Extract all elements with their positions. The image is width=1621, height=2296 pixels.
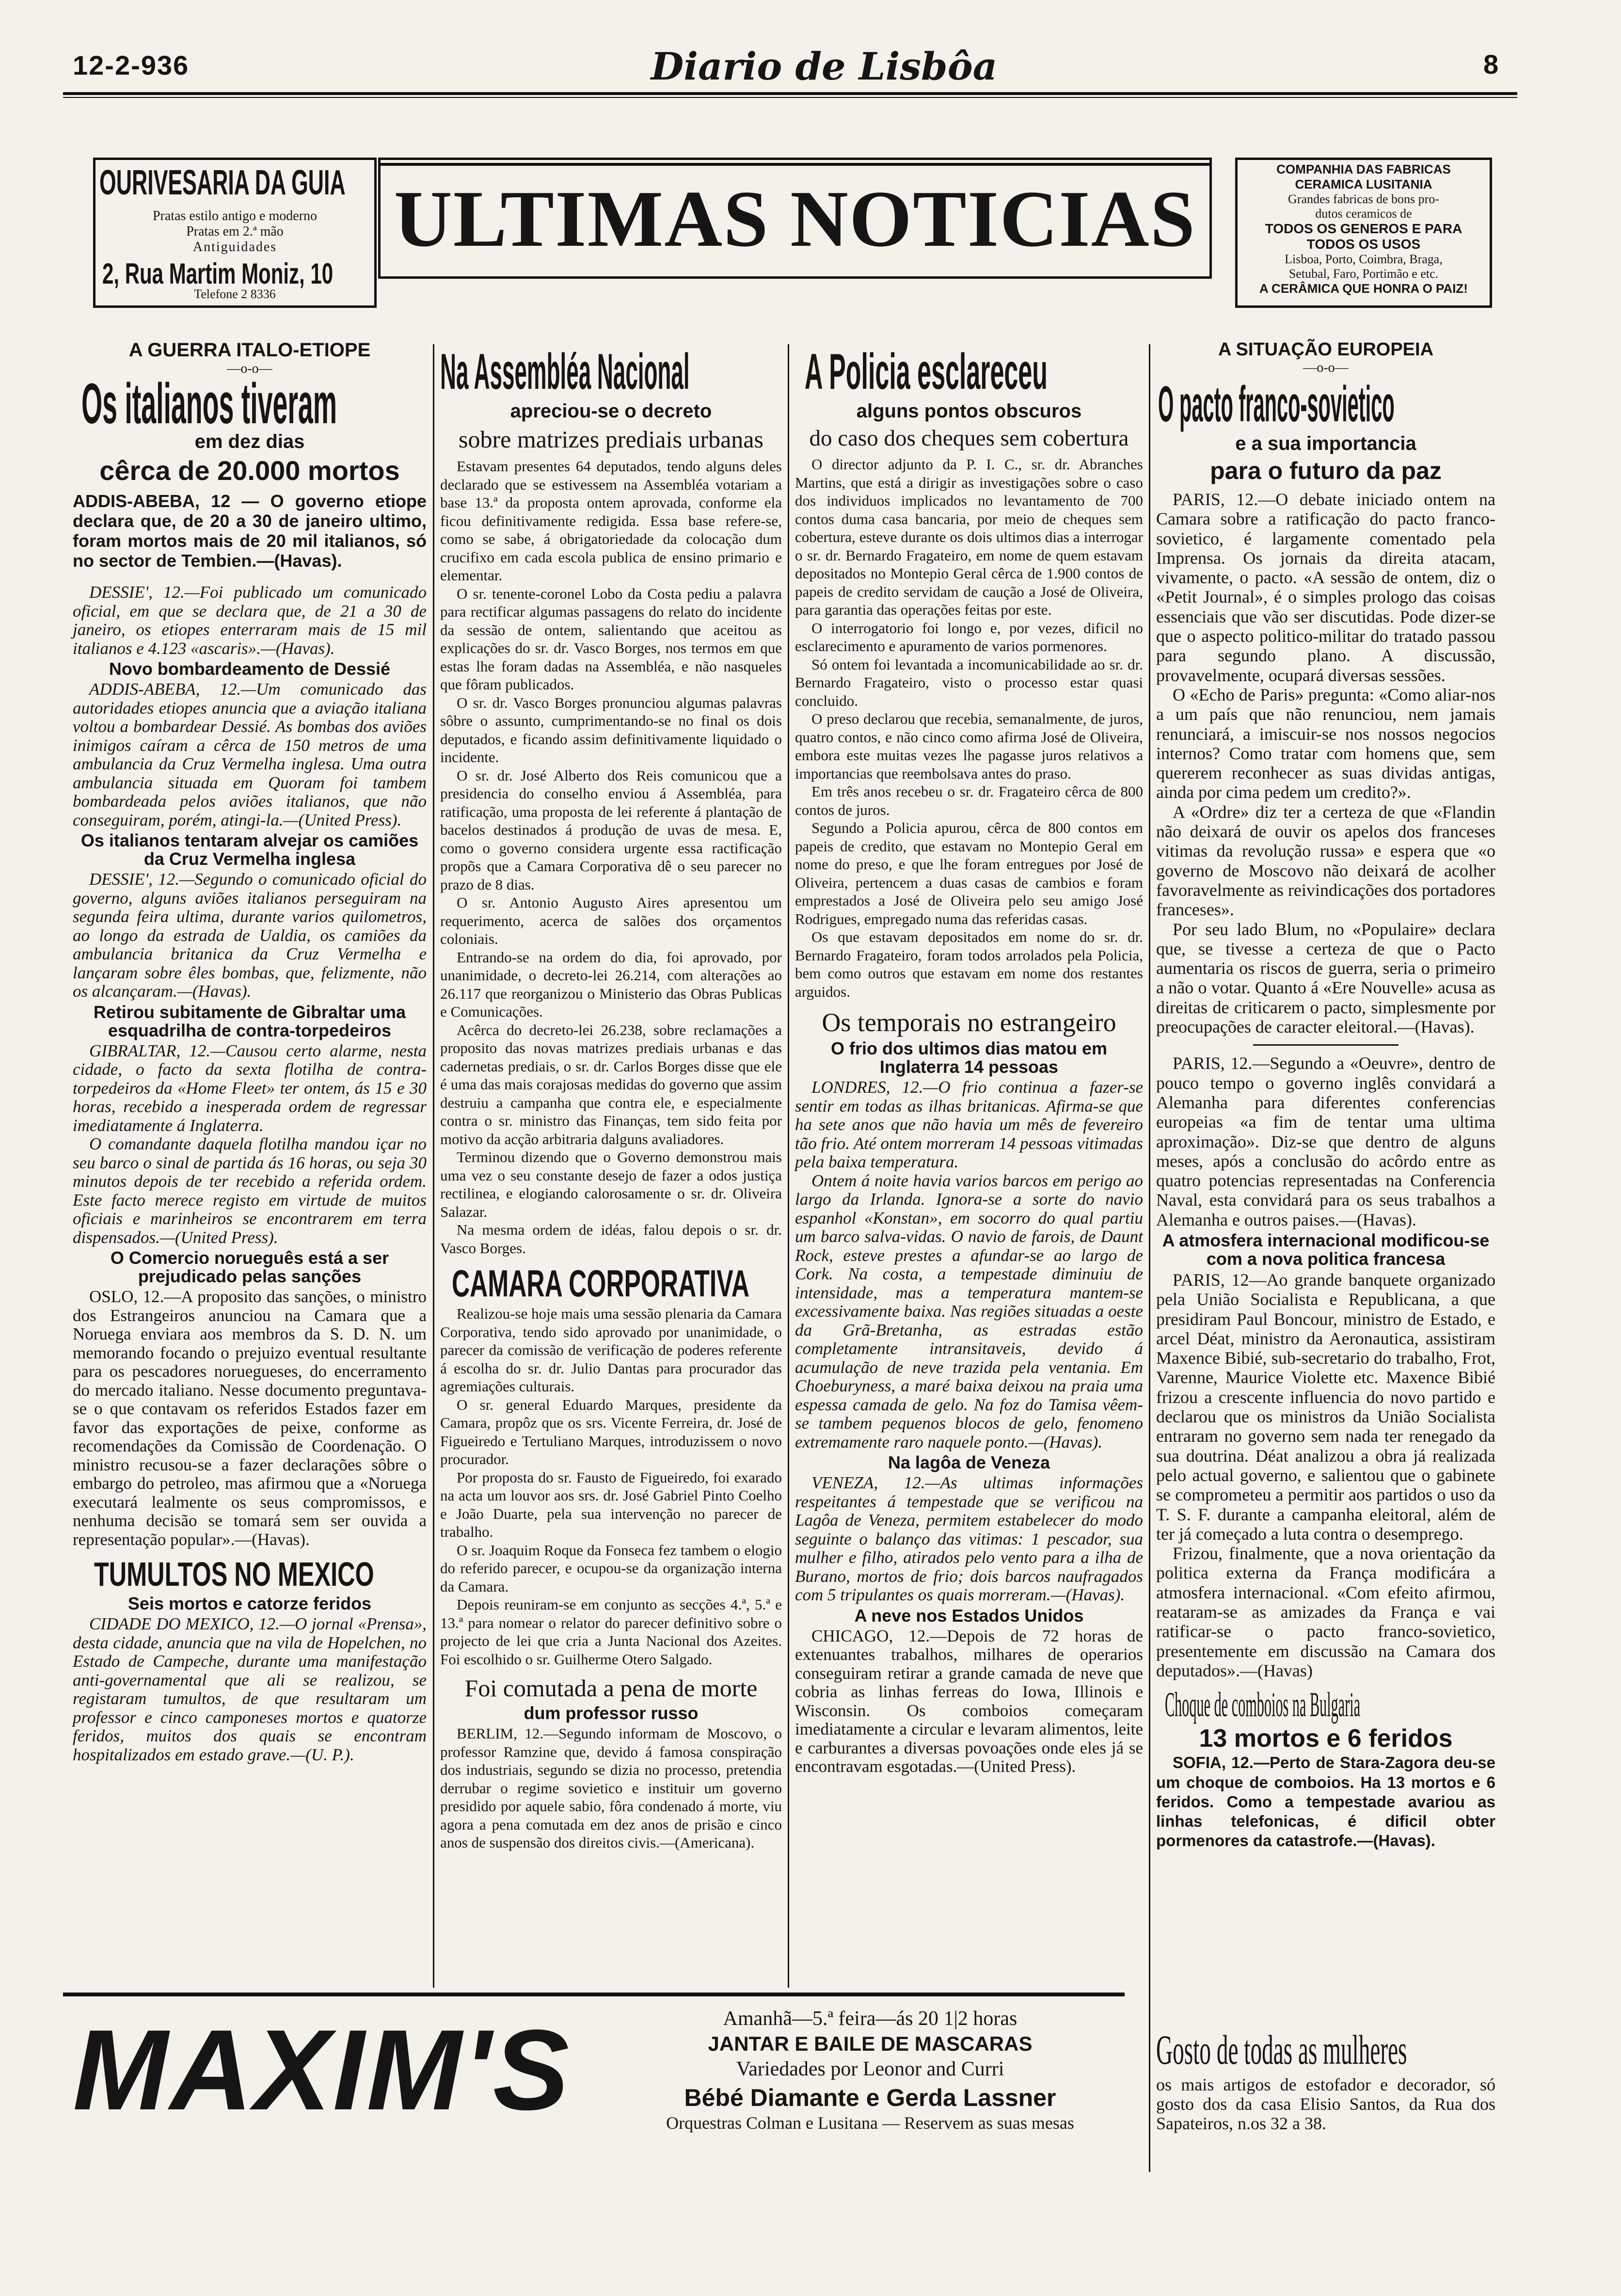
paragraph: Os que estavam depositados em nome do sr. dr. Bernardo Fragateiro, foram todos arrolados pela Policia, bem como outros que estavam em nome dos restantes arguidos. — [795, 928, 1143, 1000]
deck-large: do caso dos cheques sem cobertura — [809, 426, 1129, 451]
paragraph: DESSIE', 12.—Segundo o comunicado oficial do governo, alguns aviões italianos perseguiram na segunda feira ultima, durante varios quilometros, ao longo da estrada de Ualdia, os camiões da ambulancia britanica da Cruz Vermelha e lançaram sobre êles bombas, que, felizmente, não os alcançaram.—(Havas). — [73, 870, 427, 1001]
ad-maxims-line4: Bébé Diamante e Gerda Lassner — [684, 2084, 1056, 2111]
section-divider — [1253, 1044, 1399, 1046]
paragraph: CIDADE DO MEXICO, 12.—O jornal «Prensa», desta cidade, anuncia que na vila de Hopelchen, no Estado de Campeche, durante uma manifestação anti-governamental que ali se realizou, se registaram tumultos, de que resultaram um professor e cinco camponeses mortos e quatorze feridos, muitos dos quais se encontram hospitalizados em estado grave.—(U. P.). — [73, 1614, 427, 1764]
headline: O pacto franco-sovietico — [1158, 376, 1395, 432]
dispatch — [73, 583, 427, 658]
column-rule — [433, 344, 434, 1988]
ad-maxims-line5: Orquestras Colman e Lusitana — Reservem as suas mesas — [666, 2113, 1074, 2133]
paragraph: O comandante daquela flotilha mandou içar no seu barco o sinal de partida ás 16 horas, ou seja 30 minutos depois de ter recebido a referida ordem. Este facto merece registo em virtude de muitos oficiais e marinheiros se encontrarem em terra dispensados.—(United Press). — [73, 1134, 427, 1247]
ad-maxims-line3: Variedades por Leonor and Curri — [736, 2058, 1004, 2080]
subheading: Retirou subitamente de Gibraltar uma esquadrilha de contra-torpedeiros — [93, 1002, 406, 1040]
headline: Os temporais no estrangeiro — [822, 1008, 1116, 1037]
paragraph: O sr. general Eduardo Marques, presidente da Camara, propôz que os srs. Vicente Ferreira, dr. José de Figueiredo e Tertuliano Marques, introduzissem o novo procurador. — [440, 1396, 782, 1467]
article-body — [440, 1305, 782, 1668]
dispatch — [73, 680, 427, 829]
deck: apreciou-se o decreto — [510, 400, 712, 422]
column-rule — [1149, 344, 1150, 1988]
ad-ourivesaria-name: OURIVESARIA DA GUIA — [99, 163, 346, 202]
lead-paragraph: ADDIS-ABEBA, 12 — O governo etiope declara que, de 20 a 30 de janeiro ultimo, foram mortos mais de 20 mil italianos, só no sector de Tembien.—(Havas). — [73, 491, 427, 571]
ad-ceramica-line2: CERAMICA LUSITANIA — [1295, 177, 1432, 191]
article-body — [795, 1078, 1143, 1451]
deck-large: 13 mortos e 6 feridos — [1199, 1724, 1453, 1753]
ad-ceramica-line7: Lisboa, Porto, Coimbra, Braga, — [1285, 252, 1443, 266]
paragraph: PARIS, 12—Ao grande banquete organizado pela União Socialista e Republicana, a que presidiram Paul Boncour, ministro de Estado, e arcel Déat, ministro da Aeronautica, assistiram Maxence Bibié, sub-secretario do trabalho, Frot, Varenne, Maurice Violette etc. Maxence Bibié frizou a crescente influencia do novo partido e declarou que os ministros da União Socialista entraram no governo sem nada ter renegado da sua doutrina. Déat analizou a obra já realizada pelo actual governo, e salientou que o gabinete se comprometeu a permitir aos partidos o uso da T. S. F. durante a campanha eleitoral, além de ter já começado a luta contra o desemprego. — [1156, 1270, 1495, 1544]
subheading: A atmosfera internacional modificou-se com a nova politica francesa — [1162, 1230, 1490, 1269]
headline: CAMARA CORPORATIVA — [452, 1262, 749, 1305]
ad-gosto-headline: Gosto de todas as mulheres — [1156, 2026, 1407, 2073]
bottom-rule — [63, 1993, 1125, 1996]
column-1 — [73, 339, 427, 1764]
deck: alguns pontos obscuros — [856, 400, 1082, 422]
paragraph: DESSIE', 12.—Foi publicado um comunicado oficial, em que se declara que, de 21 a 30 de janeiro, os etiopes enterraram mais de 15 mil italianos e 4.123 «ascaris».—(Havas). — [73, 583, 427, 658]
article-body — [1156, 1270, 1495, 1680]
ad-ourivesaria-phone: Telefone 2 8336 — [194, 287, 276, 301]
dispatch — [73, 1288, 427, 1549]
headline-wrap — [1156, 376, 1495, 433]
headline-wrap — [440, 343, 782, 400]
deck-large: cêrca de 20.000 mortos — [99, 455, 400, 486]
ad-ourivesaria-line1: Pratas estilo antigo e moderno — [152, 208, 318, 223]
separator: —o-o— — [227, 361, 272, 376]
paragraph: Entrando-se na ordem do dia, foi aprovado, por unanimidade, o decreto-lei 26.214, com alterações ao 26.117 que reorganizou o Ministerio das Obras Publicas e Comunicações. — [440, 948, 782, 1020]
paragraph: O sr. Antonio Augusto Aires apresentou um requerimento, acerca de salões dos orçamentos coloniais. — [440, 894, 782, 947]
ad-gosto-text: os mais artigos de estofador e decorador, só gosto dos da casa Elisio Santos, da Rua dos Sapateiros, n.os 32 a 38. — [1156, 2075, 1495, 2133]
separator: —o-o— — [1303, 360, 1349, 375]
paragraph: O preso declarou que recebia, semanalmente, de juros, quatro contos, e não cinco como afirma José de Oliveira, embora este muitas vezes lhe pagasse juros relativos a importancias que reembolsava antes do praso. — [795, 710, 1143, 782]
deck: O frio dos ultimos dias matou em Inglaterra 14 pessoas — [830, 1038, 1108, 1077]
dispatch — [73, 870, 427, 1001]
paragraph: O «Echo de Paris» pregunta: «Como aliar-nos a um país que não renunciou, nem jamais renunciará, a imiscuir-se nos nossos negocios internos? Como tratar com homens que, sem quererem reconhecer as suas dividas antigas, ainda por cima pedem um credito?». — [1156, 685, 1495, 802]
paragraph: SOFIA, 12.—Perto de Stara-Zagora deu-se um choque de comboios. Ha 13 mortos e 6 feridos. Como a tempestade avariou as linhas telefonicas, é dificil obter pormenores da catastrofe.—(Havas). — [1156, 1754, 1495, 1850]
headline-wrap — [440, 1262, 782, 1305]
paragraph: PARIS, 12.—Segundo a «Oeuvre», dentro de pouco tempo o governo inglês convidará a Alemanha para diferentes conferencias europeias «a fim de tentar uma ultima aproximação». Diz-se que dentro de alguns meses, após a conclusão do acôrdo entre as quatro potencias representadas na Conferencia Naval, esta convidará para os seus trabalhos a Alemanha e outros paises.—(Havas). — [1156, 1053, 1495, 1229]
deck: Seis mortos e catorze feridos — [127, 1594, 372, 1613]
paragraph: OSLO, 12.—A proposito das sanções, o ministro dos Estrangeiros anunciou na Camara que a Noruega enviara aos membros da S. D. N. um memorando focando o prejuizo eventual resultante para os pescadores noruegueses, do encerramento do mercado italiano. Nesse documento preguntava-se o que contavam os referidos Estados fazer em favor das exportações de peixe, conforme as recomendações da Comissão de Coordenação. O ministro recusou-se a fazer declarações sôbre o embargo do petroleo, mas afirmou que a «Noruega executará lealmente os seus compromissos, e nenhuma decisão se tomará sem ser ouvida a representação popular».—(Havas). — [73, 1287, 427, 1549]
paragraph: Segundo a Policia apurou, cêrca de 800 contos em papeis de credito, que estavam no Montepio Geral em nome do preso, e que lhe foram entregues por José de Oliveira, pertencem a duas casas de cambios e foram emprestados a José de Oliveira pelo seu amigo José Rodrigues, empregado numa das referidas casas. — [795, 819, 1143, 927]
deck: e a sua importancia — [1235, 433, 1416, 454]
ad-ceramica-line6: TODOS OS USOS — [1306, 237, 1421, 252]
ad-gosto — [1156, 2026, 1495, 2143]
article-body — [1156, 1053, 1495, 1229]
headline: Foi comutada a pena de morte — [464, 1674, 758, 1702]
headline-wrap — [795, 343, 1143, 400]
ad-ourivesaria-line3: Antiguidades — [192, 239, 277, 255]
paragraph: O sr. Joaquim Roque da Fonseca fez tambem o elogio do referido parecer, e ocupou-se da organização interna da Camara. — [440, 1541, 782, 1595]
paragraph: Na mesma ordem de idéas, falou depois o sr. dr. Vasco Borges. — [440, 1221, 782, 1257]
paragraph: Realizou-se hoje mais uma sessão plenaria da Camara Corporativa, tendo sido aprovado por unanimidade, o parecer da comissão de verificação de poderes referente á escolha do sr. dr. Julio Dantas para procurador das agremiações culturais. — [440, 1305, 782, 1395]
paragraph: O sr. dr. José Alberto dos Reis comunicou que a presidencia do conselho enviou á Assembléa, para ratificação, uma proposta de lei referente á plantação de bacelos destinados á produção de uvas de mesa. E, como o governo considera urgente essa ractificação propõs que a Camara Corporativa dê o seu parecer no prazo de 8 dias. — [440, 766, 782, 893]
page-date: 12-2-936 — [73, 50, 190, 80]
article-body — [440, 457, 782, 1257]
kicker: A SITUAÇÃO EUROPEIA — [1218, 339, 1434, 360]
paragraph: O sr. tenente-coronel Lobo da Costa pediu a palavra para rectificar algumas passagens do relato do incidente da sessão de ontem, salientando que aceitou as explicações do sr. dr. Vasco Borges, nos termos em que estas lhe foram dadas na Assembléa, e não nasqueles que fôram publicados. — [440, 585, 782, 693]
headline-wrap — [1156, 2026, 1495, 2073]
paragraph: CHICAGO, 12.—Depois de 72 horas de extenuantes trabalhos, milhares de operarios conseguiram retirar a grande camada de neve que cobria as linhas ferreas do Iowa, Illinois e Wisconsin. Os comboios começaram imediatamente a circular e levaram alimentos, leite e carburantes a diversas povoações onde eles já se encontravam esgotadas.—(United Press). — [795, 1626, 1143, 1776]
paragraph: Depois reuniram-se em conjunto as secções 4.ª, 5.ª e 13.ª para nomear o relator do parecer definitivo sobre o projecto de lei que cria a Junta Nacional dos Azeites. Foi escolhido o sr. Guilherme Otero Salgado. — [440, 1596, 782, 1668]
headline-wrap — [73, 1556, 427, 1593]
ad-ourivesaria-address: 2, Rua Martim Moniz, 10 — [102, 257, 334, 290]
column-rule — [788, 344, 789, 1988]
newspaper-title: Diario de Lisbôa — [651, 45, 998, 89]
banner-title: ULTIMAS NOTICIAS — [394, 174, 1196, 263]
paragraph: O director adjunto da P. I. C., sr. dr. Abranches Martins, que está a dirigir as investigações sobre o caso dos individuos implicados no levantamento de 700 contos duma casa bancaria, por meio de cheques sem cobertura, esteve durante os dois ultimos dias a interrogar o sr. dr. Bernardo Fragateiro, em nome de quem estavam depositados no Montepio Geral cêrca de 1.900 contos de papeis de credito servidam de caução a José de Oliveira, para garantia das operações feitas por este. — [795, 456, 1143, 618]
masthead-rule-thin — [63, 97, 1517, 98]
headline: Na Assembléa Nacional — [440, 344, 690, 400]
deck-large: para o futuro da paz — [1210, 457, 1442, 484]
article-body — [1156, 490, 1495, 1036]
ad-maxims-brand: MAXIM'S — [73, 2006, 572, 2134]
paragraph: LONDRES, 12.—O frio continua a fazer-se sentir em todas as ilhas britanicas. Afirma-se que ha sete anos que não havia um mês de fevereiro tão frio. Até ontem morreram 14 pessoas vitimadas pela baixa temperatura. — [795, 1078, 1143, 1171]
ad-ceramica-line5: TODOS OS GENEROS E PARA — [1265, 221, 1462, 236]
paragraph: Por proposta do sr. Fausto de Figueiredo, foi exarado na acta um louvor aos srs. dr. José Gabriel Pinto Coelho e João Duarte, pela sua intervenção no parecer de trabalho. — [440, 1468, 782, 1540]
subheading: Na lagôa de Veneza — [888, 1452, 1050, 1472]
paragraph: Ontem á noite havia varios barcos em perigo ao largo da Irlanda. Ignora-se a sorte do navio espanhol «Konstan», em socorro do qual partiu um barco salva-vidas. O navio de farois, de Daunt Rock, esteve prestes a afundar-se ao largo de Cork. Na costa, a tempestade diminuiu de intensidade, mas a temperatura mantem-se excessivamente baixa. Nas regiões situadas a oeste da Grã-Bretanha, as estradas estão completamente intransitaveis, devido á acumulação de neve trazida pela ventania. Em Choeburyness, a maré baixa deixou na praia uma espessa camada de gelo. Na foz do Tamisa vêem-se tambem pequenos blocos de gelo, fenomeno extremamente raro naquele ponto.—(Havas). — [795, 1171, 1143, 1451]
deck: dum professor russo — [524, 1703, 699, 1723]
article-body — [795, 1474, 1143, 1605]
ultimas-noticias-banner — [378, 158, 1212, 279]
page-number: 8 — [1483, 49, 1499, 80]
column-4 — [1156, 339, 1495, 1851]
paragraph: VENEZA, 12.—As ultimas informações respeitantes á tempestade que se verificou na Lagôa de Veneza, permitem estabelecer do modo seguinte o balanço das vitimas: 1 pescador, sua mulher e filho, atirados pelo vento para a ilha de Burano, mortos de frio; dois barcos naufragados com 5 tripulantes os quais morreram.—(Havas). — [795, 1473, 1143, 1604]
paragraph: Acêrca do decreto-lei 26.238, sobre reclamações a proposito das novas matrizes prediais urbanas e das cadernetas prediais, o sr. dr. Carlos Borges disse que ele é uma das mais corajosas medidas do governo que assim destruiu a campanha que contra ele, e especialmente contra o sr. ministro das Finanças, tem sido feita por motivo da acção arbitraria dalguns avaliadores. — [440, 1021, 782, 1148]
ad-ceramica-line3: Grandes fabricas de bons pro- — [1288, 192, 1439, 206]
ad-maxims-line2: JANTAR E BAILE DE MASCARAS — [708, 2032, 1033, 2055]
paragraph: O interrogatorio foi longo e, por vezes, dificil no esclarecimento e apuramento de varios pormenores. — [795, 619, 1143, 654]
paragraph: Por seu lado Blum, no «Populaire» declara que, se tivesse a certeza de que o Pacto aumentaria os riscos de guerra, seria o primeiro a não o votar. Quanto á «Ere Nouvelle» acusa as direitas de criticarem o pacto, simplesmente por preocupações de caracter eleitoral.—(Havas). — [1156, 919, 1495, 1037]
ad-maxims-line1: Amanhã—5.ª feira—ás 20 1|2 horas — [723, 2008, 1017, 2030]
headline: A Policia esclareceu — [805, 344, 1048, 400]
headline-wrap — [1156, 1685, 1495, 1724]
lead-paragraph — [1156, 1753, 1495, 1850]
subheading: Novo bombardeamento de Dessié — [109, 659, 391, 679]
column-2 — [440, 343, 782, 1852]
article-body — [795, 455, 1143, 1001]
masthead-rule — [63, 92, 1517, 95]
subheading: Os italianos tentaram alvejar os camiões da Cruz Vermelha inglesa — [80, 830, 419, 869]
paragraph: GIBRALTAR, 12.—Causou certo alarme, nesta cidade, o facto da sexta flotilha de contra-torpedeiros da «Home Fleet» ter ontem, ás 15 e 30 horas, recebido a inesperada ordem de regressar imediatamente á Inglaterra. — [73, 1041, 427, 1135]
ad-ceramica — [1235, 158, 1492, 308]
dispatch — [73, 1042, 427, 1247]
ad-ceramica-line8: Setubal, Faro, Portimão e etc. — [1288, 267, 1439, 281]
paragraph: Terminou dizendo que o Governo demonstrou mais uma vez o seu constante desejo de fazer a odos justiça rectilinea, e elogiando calorosamente o sr. dr. Oliveira Salazar. — [440, 1148, 782, 1220]
deck-large: sobre matrizes prediais urbanas — [459, 426, 763, 453]
ad-ceramica-line4: dutos ceramicos de — [1315, 207, 1412, 221]
paragraph: O sr. dr. Vasco Borges pronunciou algumas palavras sôbre o assunto, cumprimentando-se no final os dois deputados, e ficando assim definitivamente liquidado o incidente. — [440, 694, 782, 765]
headline: Choque de comboios na Bulgaria — [1165, 1685, 1361, 1724]
paragraph: A «Ordre» diz ter a certeza de que «Flandin não deixará de ouvir os apelos dos franceses vitimas da revolução russa» e espera que «o governo de Moscovo não deixará de acolher favoravelmente as reivindicações dos portadores franceses». — [1156, 802, 1495, 920]
article-body — [440, 1724, 782, 1852]
column-rule — [1149, 1988, 1150, 2172]
column-3 — [795, 343, 1143, 1776]
headline: TUMULTOS NO MEXICO — [94, 1556, 374, 1593]
paragraph: BERLIM, 12.—Segundo informam de Moscovo, o professor Ramzine que, devido á famosa conspiração dos industriais, segundo se dizia no processo, pretendia derrubar o regime sovietico e instituir um governo presidido por aquele sabio, fôra condenado á morte, viu agora a pena comutada em dez anos de prisão e cinco anos de suspensão dos direitos civis.—(Americana). — [440, 1725, 782, 1851]
subheading: O Comercio norueguês está a ser prejudicado pelas sanções — [110, 1248, 389, 1286]
paragraph: ADDIS-ABEBA, 12.—Um comunicado das autoridades etiopes anuncia que a aviação italiana voltou a bombardear Dessié. As bombas dos aviões inimigos caíram a cêrca de 150 metros de uma ambulancia da Cruz Vermelha inglesa. Uma outra ambulancia situada em Quoram foi tambem bombardeada pelos aviões italianos, que não conseguiram, porém, atingi-la.—(United Press). — [73, 680, 427, 829]
ad-ceramica-line9: A CERÂMICA QUE HONRA O PAIZ! — [1259, 281, 1468, 296]
article-body — [795, 1627, 1143, 1776]
paragraph: PARIS, 12.—O debate iniciado ontem na Camara sobre a ratificação do pacto franco-sovietico, é largamente comentado pela Imprensa. Os jornais da direita atacam, vivamente, o pacto. «A sessão de ontem, diz o «Petit Journal», é o simples prologo das coisas essenciais que vão ser discutidas. Pode dizer-se que o aspecto politico-militar do tratado passou para segundo plano. A discussão, provavelmente, ocupará diversas sessões. — [1156, 490, 1495, 685]
paragraph: Frizou, finalmente, que a nova orientação da politica externa da França modificára a atmosfera internacional. «Com efeito afirmou, reataram-se as amizades da França e vai ratificar-se o pacto franco-sovietico, presentemente em discussão na Camara dos deputados».—(Havas) — [1156, 1544, 1495, 1680]
deck: em dez dias — [194, 431, 305, 452]
ad-maxims — [73, 1997, 1125, 2167]
headline: Os italianos tiveram — [81, 377, 337, 431]
paragraph: Em três anos recebeu o sr. dr. Fragateiro cêrca de 800 contos de juros. — [795, 783, 1143, 818]
banner-top-rule — [381, 163, 1209, 166]
kicker: A GUERRA ITALO-ETIOPE — [128, 339, 371, 361]
headline-wrap — [73, 377, 427, 431]
ad-ourivesaria — [93, 158, 377, 308]
ad-ourivesaria-line2: Pratas em 2.ª mão — [186, 224, 284, 239]
ad-ceramica-line1: COMPANHIA DAS FABRICAS — [1276, 162, 1451, 176]
paragraph: Estavam presentes 64 deputados, tendo alguns deles declarado que se estivessem na Assembléa votariam a base 13.ª da proposta ontem aprovada, conforme ela ficou definitivamente redigida. Essa base refere-se, como se sabe, á obrigatoriedade da colocação dum crucifixo em cada escola publica de ensino primario e elementar. — [440, 458, 782, 584]
dispatch — [73, 1615, 427, 1764]
paragraph: Só ontem foi levantada a incomunicabilidade ao sr. dr. Bernardo Fragateiro, visto o processo estar quasi concluido. — [795, 655, 1143, 709]
subheading: A neve nos Estados Unidos — [854, 1605, 1084, 1626]
